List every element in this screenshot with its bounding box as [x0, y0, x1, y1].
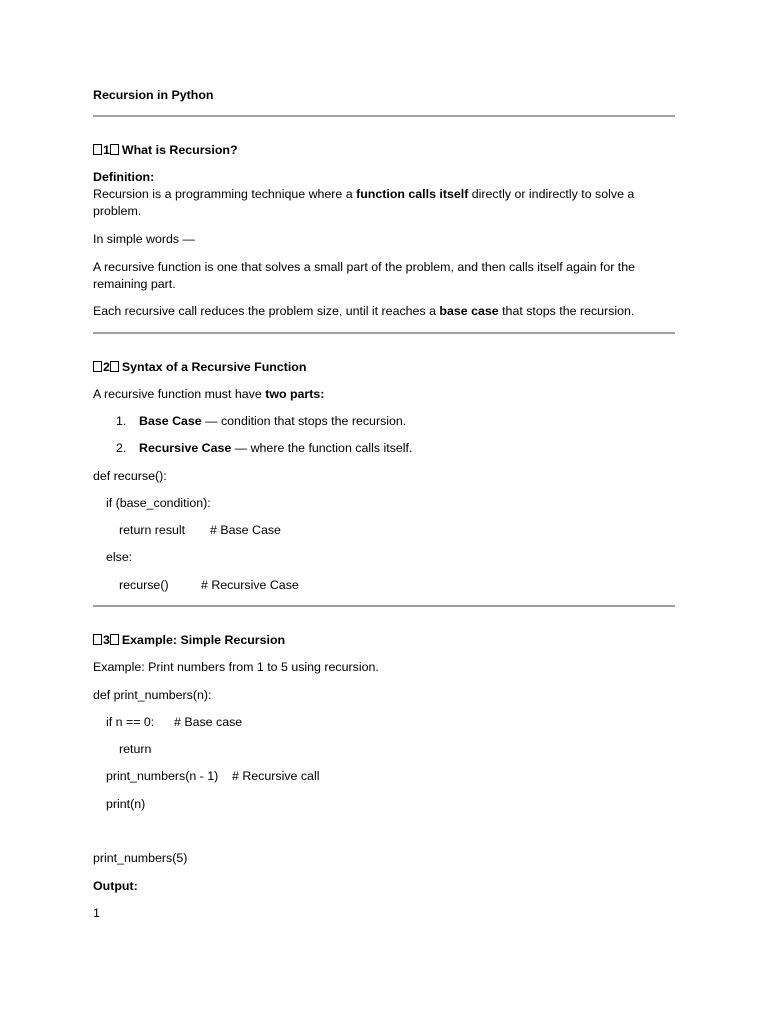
code-line: def print_numbers(n): [93, 688, 212, 702]
section-1-heading: 1 What is Recursion? [93, 142, 238, 159]
output-value: 1 [93, 906, 100, 920]
missing-glyph-icon [110, 634, 119, 645]
page-title: Recursion in Python [93, 88, 214, 102]
missing-glyph-icon [93, 361, 102, 372]
missing-glyph-icon [93, 634, 102, 645]
definition-text-line1: Recursion is a programming technique where a function calls itself directly or indirectly to solve a [93, 187, 635, 201]
paragraph: Each recursive call reduces the problem size, until it reaches a base case that stops the recursion. [93, 304, 635, 318]
divider [93, 115, 675, 117]
simple-words: In simple words — [93, 232, 195, 246]
code-line: def recurse(): [93, 469, 167, 483]
missing-glyph-icon [110, 361, 119, 372]
section-2-intro: A recursive function must have two parts: [93, 387, 325, 401]
section-3-heading: 3 Example: Simple Recursion [93, 632, 285, 649]
section-3-intro: Example: Print numbers from 1 to 5 using recursion. [93, 660, 379, 674]
paragraph: A recursive function is one that solves a small part of the problem, and then calls itself again for the remaining part. [93, 260, 636, 291]
definition-text-line2: problem. [93, 204, 142, 218]
divider [93, 332, 675, 334]
definition-label: Definition: [93, 170, 155, 184]
code-line: print_numbers(5) [93, 851, 188, 865]
output-label: Output: [93, 879, 138, 893]
missing-glyph-icon [93, 144, 102, 155]
missing-glyph-icon [110, 144, 119, 155]
section-2-heading: 2 Syntax of a Recursive Function [93, 359, 306, 376]
divider [93, 605, 675, 607]
